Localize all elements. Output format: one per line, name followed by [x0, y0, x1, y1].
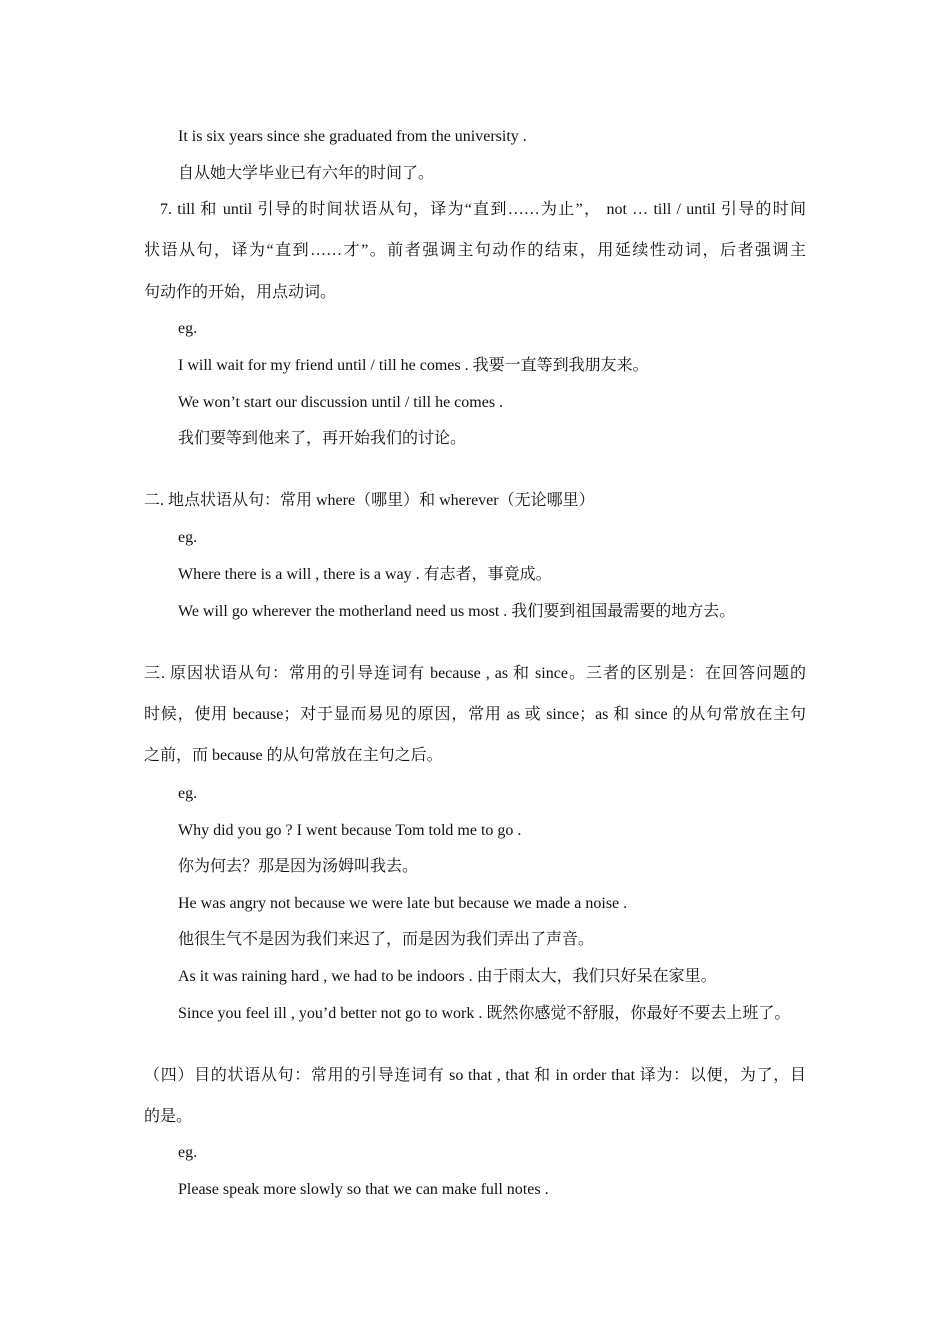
example-sentence: As it was raining hard , we had to be indoors . 由于雨太大，我们只好呆在家里。 [178, 968, 717, 985]
example-sentence-zh: 他很生气不是因为我们来迟了，而是因为我们弄出了声音。 [178, 931, 595, 948]
example-sentence: Where there is a will , there is a way . 有志者，事竟成。 [178, 566, 552, 583]
eg-label: eg. [178, 529, 198, 546]
eg-label: eg. [178, 785, 198, 802]
rule-7-line-2: 状语从句，译为“直到……才”。前者强调主句动作的结束，用延续性动词，后者强调主 [144, 242, 806, 259]
rule-7-line-3: 句动作的开始，用点动词。 [144, 284, 337, 301]
example-sentence-zh: 你为何去？那是因为汤姆叫我去。 [178, 858, 419, 875]
section-heading-purpose-line-1: （四）目的状语从句：常用的引导连词有 so that , that 和 in order that 译为：以便，为了，目 [144, 1067, 806, 1084]
eg-label: eg. [178, 1144, 198, 1161]
section-heading-purpose-line-2: 的是。 [144, 1108, 193, 1125]
example-sentence-en: Why did you go ? I went because Tom told me to go . [178, 822, 522, 839]
example-sentence: I will wait for my friend until / till he comes . 我要一直等到我朋友来。 [178, 357, 649, 374]
section-heading-reason-line-2: 时候，使用 because；对于显而易见的原因，常用 as 或 since；as 和 since 的从句常放在主句 [144, 706, 806, 723]
example-sentence: We will go wherever the motherland need us most . 我们要到祖国最需要的地方去。 [178, 603, 736, 620]
example-sentence: Since you feel ill , you’d better not go to work . 既然你感觉不舒服，你最好不要去上班了。 [178, 1005, 791, 1022]
section-heading-place: 二. 地点状语从句：常用 where（哪里）和 wherever（无论哪里） [144, 492, 595, 509]
section-heading-reason-line-1: 三. 原因状语从句：常用的引导连词有 because , as 和 since。三者的区别是：在回答问题的 [144, 665, 806, 682]
example-sentence-zh: 自从她大学毕业已有六年的时间了。 [178, 165, 435, 182]
example-sentence-en: We won’t start our discussion until / till he comes . [178, 394, 504, 411]
eg-label: eg. [178, 320, 198, 337]
example-sentence-en: It is six years since she graduated from the university . [178, 128, 527, 145]
example-sentence-zh: 我们要等到他来了，再开始我们的讨论。 [178, 430, 467, 447]
example-sentence-en: Please speak more slowly so that we can make full notes . [178, 1181, 549, 1198]
section-heading-reason-line-3: 之前，而 because 的从句常放在主句之后。 [144, 747, 443, 764]
example-sentence-en: He was angry not because we were late but because we made a noise . [178, 895, 628, 912]
rule-7-line-1: 7. till 和 until 引导的时间状语从句，译为“直到……为止”， not … till / until 引导的时间 [160, 201, 806, 218]
